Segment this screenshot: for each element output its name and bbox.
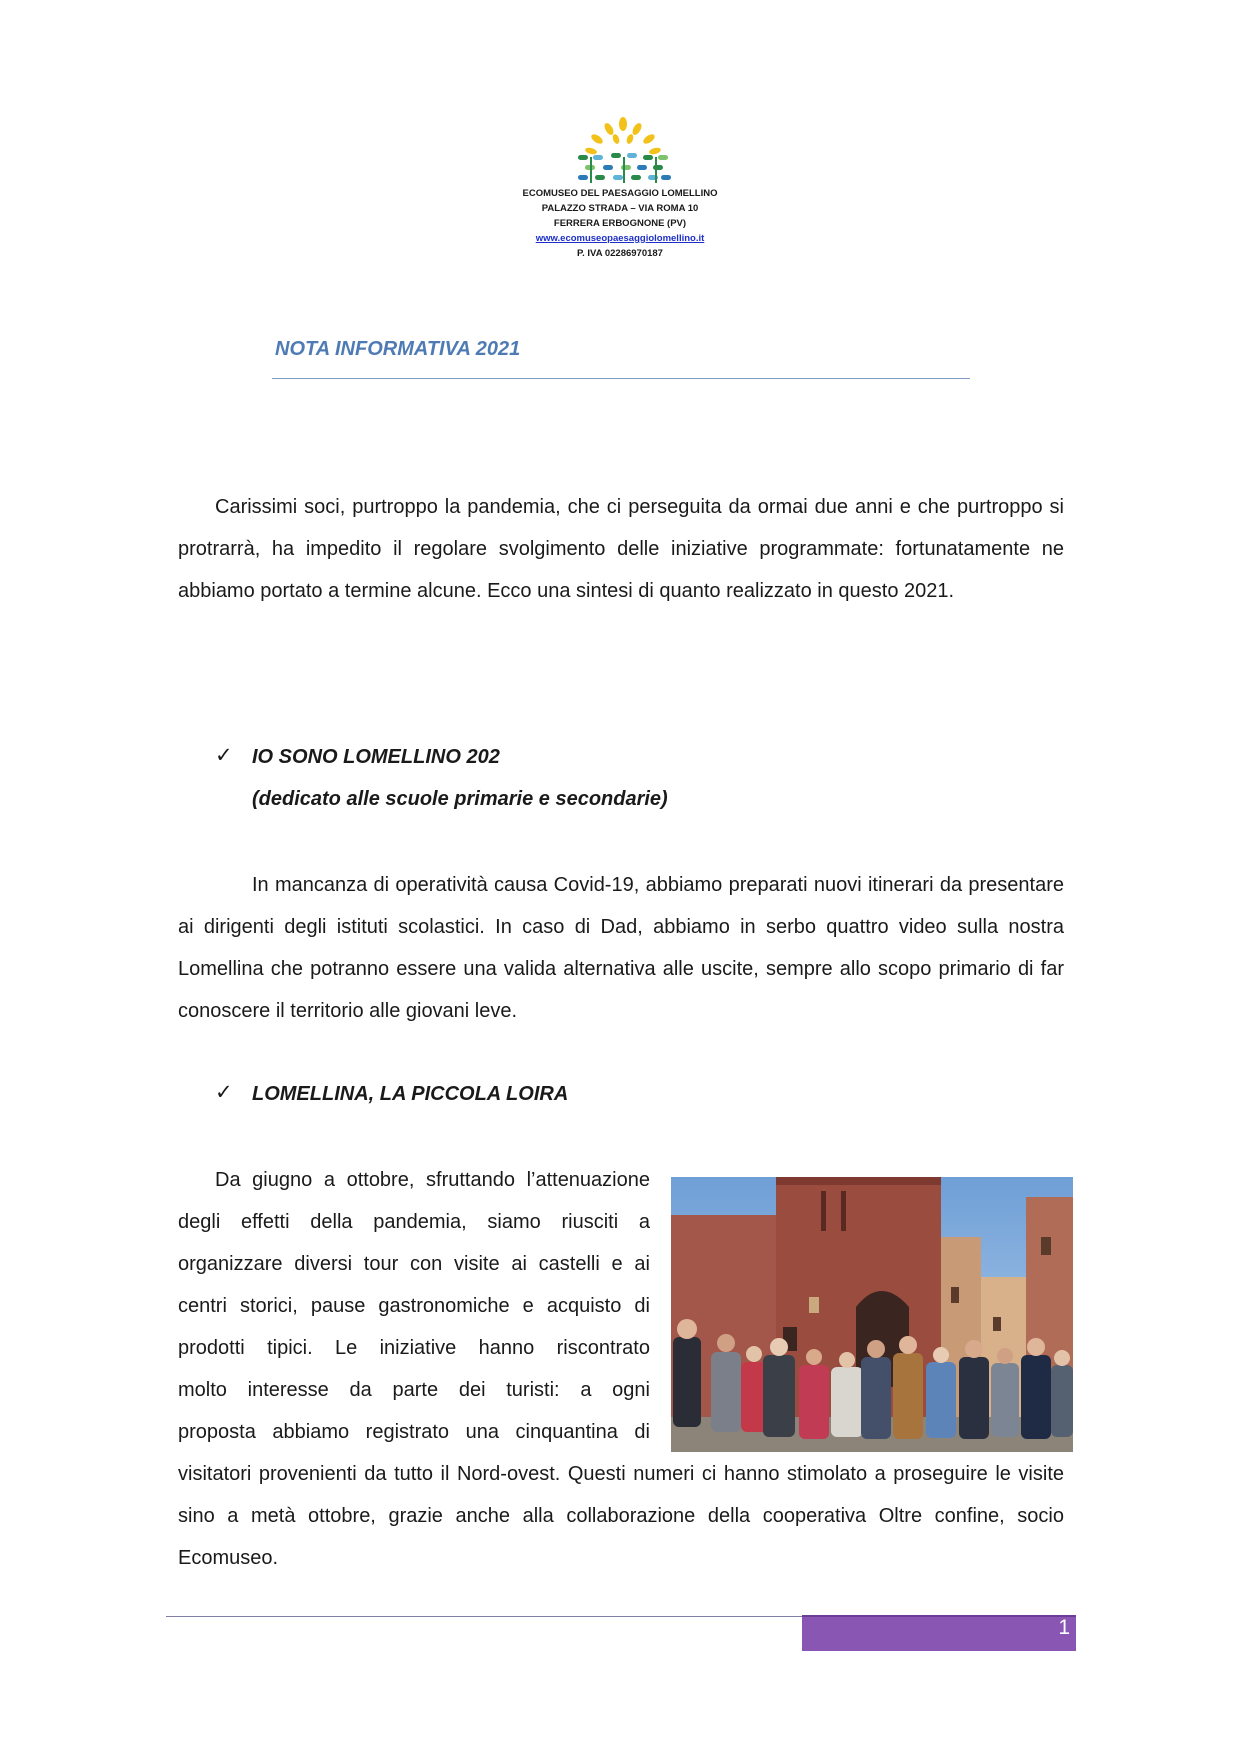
intro-paragraph: Carissimi soci, purtroppo la pandemia, che ci perseguita da ormai due anni e che purtroppo si protrarrà, ha impedito il regolare svolgimento delle iniziative programmate: fortunatamente ne abbiamo portato a termine alcune. Ecco una sintesi di quanto realizzato in questo 2021. [178,496,1064,602]
title-divider [272,378,970,379]
footer-accent-bar [802,1615,1076,1651]
castle-tour-photo [671,1177,1073,1452]
org-address: PALAZZO STRADA – VIA ROMA 10 [541,203,699,214]
section-subheading: (dedicato alle scuole primarie e secondarie) [252,788,668,810]
body-line: centri storici, pause gastronomiche e acquisto di [178,1295,650,1317]
ecomuseo-logo-icon [573,117,673,189]
body-line: molto interesse da parte dei turisti: a ogni [178,1379,650,1401]
body-line: organizzare diversi tour con visite ai castelli e ai [178,1253,650,1275]
website-link[interactable]: www.ecomuseopaesaggiolomellino.it [535,233,705,244]
section-heading: LOMELLINA, LA PICCOLA LOIRA [252,1083,569,1105]
section-body: In mancanza di operatività causa Covid-19, abbiamo preparati nuovi itinerari da presentare ai dirigenti degli istituti scolastici. In caso di Dad, abbiamo in serbo quattro video sulla nostra Lomellina che potranno essere una valida alternativa alle uscite, sempre allo scopo primario di far conoscere il territorio alle giovani leve. [178,874,1064,1022]
section-heading: IO SONO LOMELLINO 202 [252,746,500,768]
body-line: degli effetti della pandemia, siamo riusciti a [178,1211,650,1233]
footer-divider [166,1616,802,1617]
section-body-wrapped [178,1159,650,1453]
org-vat: P. IVA 02286970187 [577,248,663,259]
checkmark-icon: ✓ [215,744,233,767]
document-title: NOTA INFORMATIVA 2021 [275,338,521,360]
org-city: FERRERA ERBOGNONE (PV) [553,218,687,229]
body-line: Da giugno a ottobre, sfruttando l’attenuazione [215,1169,650,1191]
checkmark-icon: ✓ [215,1081,233,1104]
footer-accent-edge [802,1615,1076,1617]
org-name: ECOMUSEO DEL PAESAGGIO LOMELLINO [522,188,718,199]
page-number: 1 [1058,1616,1070,1639]
body-line: prodotti tipici. Le iniziative hanno riscontrato [178,1337,650,1359]
body-line: proposta abbiamo registrato una cinquantina di [178,1421,650,1443]
section-body-rest: visitatori provenienti da tutto il Nord-ovest. Questi numeri ci hanno stimolato a proseguire le visite sino a metà ottobre, grazie anche alla collaborazione della cooperativa Oltre confine, socio Ecomuseo. [178,1463,1064,1569]
